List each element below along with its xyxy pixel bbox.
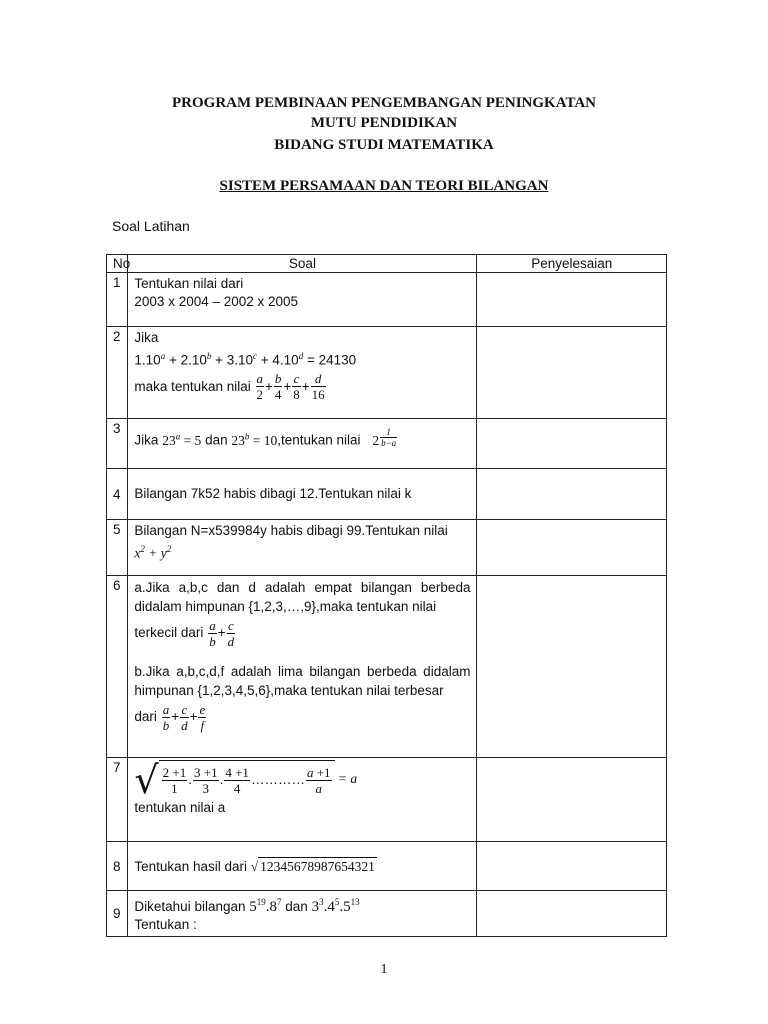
fraction-d-16: $\frac{d}{16}$: [311, 371, 325, 403]
question-expression: √ $\frac{2 +1}{1}$ . $\frac{3 +1}{3}$ . $\frac{4 +1}{4}$ ………… $\frac{a +1}{a}$ = a: [134, 757, 358, 802]
fraction-a-2: $\frac{a}{2}$: [256, 371, 263, 403]
table-header-row: [107, 255, 667, 273]
row-number: 5: [107, 520, 128, 576]
question-text: Jika: [134, 330, 159, 345]
question-text-part: dari: [134, 709, 157, 724]
answer-cell[interactable]: [477, 758, 667, 842]
exercise-table: [106, 254, 667, 937]
row-number: 3: [107, 419, 128, 469]
table-row: [107, 520, 667, 576]
radicand: 12345678987654321: [260, 858, 375, 874]
col-header-no: No: [107, 255, 128, 273]
question-text-part: ,tentukan nilai: [277, 432, 361, 448]
fraction-c-8: $\frac{c}{8}$: [293, 371, 300, 403]
fraction-a-b: $\frac{a}{b}$: [209, 617, 216, 649]
doc-subtitle: [0, 178, 768, 195]
question-text: Tentukan nilai dari: [134, 276, 244, 291]
doc-title-line-3: BIDANG STUDI MATEMATIKA: [274, 137, 494, 153]
row-number: 4: [107, 469, 128, 520]
question-text: Jika $23^a = 5$ dan $23^b$ = 10,tentukan nilai 2 $^{\frac{1}{b-a}}$: [134, 426, 397, 448]
table-row: [107, 419, 667, 469]
question-cell: [128, 469, 477, 520]
question-text: Tentukan :: [134, 917, 197, 932]
question-expression: 2003 x 2004 – 2002 x 2005: [134, 294, 299, 309]
fraction-a-b: $\frac{a}{b}$: [162, 701, 170, 733]
table-row: [107, 273, 667, 327]
question-text-b: b.Jika a,b,c,d,f adalah lima bilangan berbeda didalam himpunan {1,2,3,4,5,6},maka tentukan nilai terbesar: [134, 664, 471, 698]
page-number: 1: [380, 962, 388, 977]
question-text-part: Tentukan hasil dari: [134, 858, 247, 874]
question-text-part: dan: [285, 899, 308, 914]
answer-cell[interactable]: [477, 419, 667, 469]
row-number: 1: [107, 273, 128, 327]
question-target-text: maka tentukan nilai: [134, 378, 251, 394]
row-number: 6: [107, 576, 128, 758]
section-label: Soal Latihan: [112, 218, 190, 234]
question-text-part: dan: [205, 432, 228, 448]
dots: …………: [250, 772, 305, 787]
radicand: $\frac{2 +1}{1}$ . $\frac{3 +1}{3}$ . $\frac{4 +1}{4}$ ………… $\frac{a +1}{a}$: [159, 760, 335, 799]
radical-sign: √: [134, 757, 159, 802]
answer-cell[interactable]: [477, 469, 667, 520]
question-text: Bilangan 7k52 habis dibagi 12.Tentukan nilai k: [134, 486, 412, 501]
table-row: [107, 758, 667, 842]
question-cell: [128, 576, 477, 758]
question-text-part: Diketahui bilangan: [134, 899, 246, 914]
table-row: [107, 891, 667, 937]
answer-cell[interactable]: [477, 520, 667, 576]
answer-cell[interactable]: [477, 891, 667, 937]
table-row: [107, 842, 667, 891]
question-text: Diketahui bilangan $5^{19}.8^7$ dan $3^3.4^5.5^{13}$: [134, 897, 360, 915]
question-target-a: terkecil dari $\frac{a}{b}$ + $\frac{c}{d}$: [134, 617, 235, 649]
question-text: Tentukan hasil dari √ 12345678987654321: [134, 858, 375, 874]
question-expression: $x^2 + y^2$: [134, 544, 172, 561]
table-row: [107, 469, 667, 520]
row-number: 9: [107, 891, 128, 937]
question-cell: [128, 758, 477, 842]
fraction-c-d: $\frac{c}{d}$: [181, 701, 188, 733]
question-cell: [128, 327, 477, 419]
question-cell: [128, 891, 477, 937]
table-row: [107, 327, 667, 419]
question-cell: [128, 273, 477, 327]
question-target-b: dari $\frac{a}{b}$ + $\frac{c}{d}$ + $\frac{e}{f}$: [134, 701, 206, 733]
col-header-soal: Soal: [128, 255, 477, 273]
answer-cell[interactable]: [477, 576, 667, 758]
question-equation: 1.10$^a$ + 2.10$^b$ + 3.10$^c$ + 4.10$^d$ = 24130: [134, 351, 357, 368]
question-text: tentukan nilai a: [134, 800, 226, 815]
row-number: 7: [107, 758, 128, 842]
question-text-part: terkecil dari: [134, 625, 204, 640]
doc-title-line-2: MUTU PENDIDIKAN: [310, 115, 458, 131]
question-cell: [128, 520, 477, 576]
subtitle-text: SISTEM PERSAMAAN DAN TEORI BILANGAN: [219, 178, 549, 194]
question-text-part: Jika: [134, 432, 159, 448]
answer-cell[interactable]: [477, 273, 667, 327]
fraction-e-f: $\frac{e}{f}$: [199, 701, 206, 733]
fraction-c-d: $\frac{c}{d}$: [227, 617, 235, 649]
col-header-penyelesaian: Penyelesaian: [477, 255, 667, 273]
row-number: 8: [107, 842, 128, 891]
question-target: maka tentukan nilai $\frac{a}{2}$ + $\frac{b}{4}$ + $\frac{c}{8}$ + $\frac{d}{16}$: [134, 371, 325, 403]
answer-cell[interactable]: [477, 842, 667, 891]
answer-cell[interactable]: [477, 327, 667, 419]
question-cell: [128, 419, 477, 469]
question-text-a: a.Jika a,b,c dan d adalah empat bilangan berbeda didalam himpunan {1,2,3,…,9},maka tentukan nilai: [134, 580, 471, 614]
table-row: [107, 576, 667, 758]
row-number: 2: [107, 327, 128, 419]
question-text: Bilangan N=x539984y habis dibagi 99.Tentukan nilai: [134, 523, 448, 538]
fraction-b-4: $\frac{b}{4}$: [274, 371, 282, 403]
doc-title-line-1: PROGRAM PEMBINAAN PENGEMBANGAN PENINGKATAN: [171, 95, 596, 111]
question-cell: [128, 842, 477, 891]
